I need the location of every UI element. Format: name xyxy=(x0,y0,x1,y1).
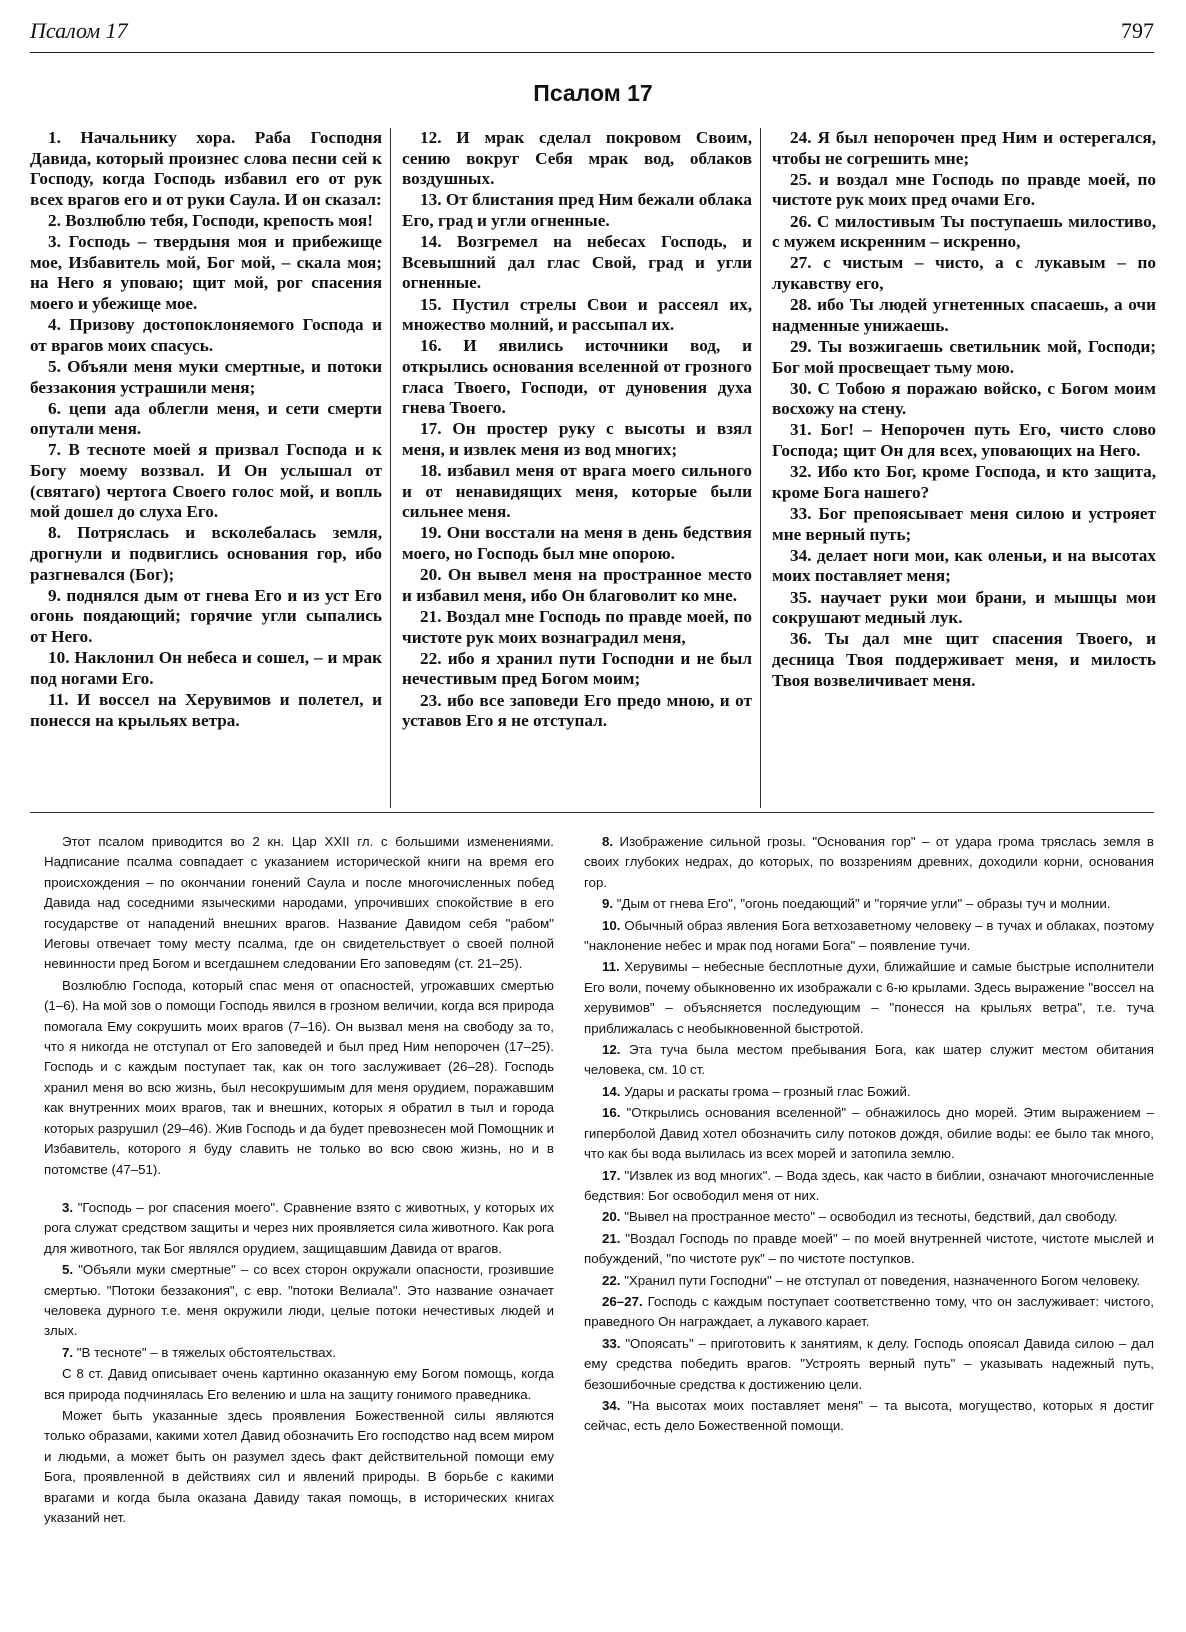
verse: 24. Я был непорочен пред Ним и остерегался, чтобы не согрешить мне; xyxy=(772,128,1156,168)
commentary-paragraph xyxy=(44,1260,554,1342)
verse: 20. Он вывел меня на пространное место и избавил меня, ибо Он благоволит ко мне. xyxy=(402,565,752,605)
note-text: "Объяли муки смертные" – со всех сторон окружали опасности, грозившие смертью. "Потоки беззакония", с евр. "потоки Велиала". Это название означает человека дурного т.е. меня окружили люди, целые потоки нечестивых людей и злых. xyxy=(44,1262,554,1339)
verse: 36. Ты дал мне щит спасения Твоего, и десница Твоя поддерживает меня, и милость Твоя возвеличивает меня. xyxy=(772,629,1156,690)
verse: 7. В тесноте моей я призвал Господа и к Богу моему воззвал. И Он услышал от (святаго) чертога Своего голос мой, и вопль мой дошел до слуха Его. xyxy=(30,440,382,522)
note-text: Возлюблю Господа, который спас меня от опасностей, угрожавших смертью (1–6). На мой зов о помощи Господь явился в грозном величии, когда вся природа помогала Ему сокрушить моих врагов (7–16). Он вызвал меня на свободу за то, что я никогда не отступал от Его заповедей и был пред Ним непорочен (17–25). Господь и с каждым поступает так, как он того заслуживает (26–28). Господь хранил меня во всю жизнь, был несокрушимым для меня орудием, поражавшим как внутренних моих врагов, так и внешних, которых я обратил в тыл и города которых разрушил (29–46). Жив Господь и да будет превознесен мой Помощник и Избавитель, которого я буду славить не только во всю свою жизнь, но и в потомстве (47–51). xyxy=(44,977,554,1177)
note-text: "Дым от гнева Его", "огонь поедающий" и "горячие угли" – образы туч и молнии. xyxy=(616,896,1111,912)
note-number: 11. xyxy=(602,959,620,975)
verse-column-2 xyxy=(402,128,752,732)
verse: 33. Бог препоясывает меня силою и устрояет мне верный путь; xyxy=(772,504,1156,544)
verse-column-1 xyxy=(30,128,382,732)
verse: 4. Призову достопоклоняемого Господа и от врагов моих спасусь. xyxy=(30,315,382,355)
verse: 10. Наклонил Он небеса и сошел, – и мрак под ногами Его. xyxy=(30,648,382,688)
verse: 31. Бог! – Непорочен путь Его, чисто слово Господа; щит Он для всех, уповающих на Него. xyxy=(772,420,1156,461)
verse: 29. Ты возжигаешь светильник мой, Господи; Бог мой просвещает тьму мою. xyxy=(772,336,1156,377)
column-divider xyxy=(760,128,761,808)
verse-column-3 xyxy=(772,128,1156,692)
note-number: 26–27. xyxy=(602,1293,643,1309)
verse: 16. И явились источники вод, и открылись основания вселенной от грозного гласа Твоего, Господи, от дуновения духа гнева Твоего. xyxy=(402,336,752,418)
commentary-column-left xyxy=(44,832,554,1529)
commentary-paragraph xyxy=(584,894,1154,914)
commentary-paragraph xyxy=(44,1406,554,1528)
verse: 6. цепи ада облегли меня, и сети смерти опутали меня. xyxy=(30,398,382,439)
commentary-paragraph xyxy=(584,1396,1154,1437)
verse: 32. Ибо кто Бог, кроме Господа, и кто защита, кроме Бога нашего? xyxy=(772,462,1156,502)
note-number: 22. xyxy=(602,1272,621,1288)
note-text: "Воздал Господь по правде моей" – по моей внутренней чистоте, чистоте мыслей и побуждений, "по чистоте рук" – по чистоте поступков. xyxy=(584,1230,1154,1267)
verse: 26. С милостивым Ты поступаешь милостиво, с мужем искренним – искренно, xyxy=(772,211,1156,252)
page-header xyxy=(30,18,1154,53)
section-divider xyxy=(30,812,1154,813)
page-number: 797 xyxy=(1121,18,1154,43)
note-number: 14. xyxy=(602,1083,621,1099)
commentary-paragraph xyxy=(584,916,1154,957)
note-text: Изображение сильной грозы. "Основания гор" – от удара грома тряслась земля в своих глубоких недрах, до которых, по воззрениям древних, доходили корни, основания гор. xyxy=(584,834,1154,890)
note-number: 12. xyxy=(602,1042,621,1058)
commentary-paragraph xyxy=(584,1166,1154,1207)
psalm-title: Псалом 17 xyxy=(533,80,653,106)
note-text: "Извлек из вод многих". – Вода здесь, как часто в библии, означают многочисленные бедствия: Бог освободил меня от них. xyxy=(584,1167,1154,1203)
verse: 13. От блистания пред Ним бежали облака Его, град и угли огненные. xyxy=(402,190,752,230)
note-number: 33. xyxy=(602,1335,621,1351)
commentary-paragraph xyxy=(44,1343,554,1363)
verse: 19. Они восстали на меня в день бедствия моего, но Господь был мне опорою. xyxy=(402,523,752,564)
verse: 1. Начальнику хора. Раба Господня Давида, который произнес слова песни сей к Господу, когда Господь избавил его от рук всех врагов его и от руки Саула. И он сказал: xyxy=(30,128,382,209)
note-text: "Хранил пути Господни" – не отступал от поведения, назначенного Богом человеку. xyxy=(624,1272,1141,1288)
verse: 11. И воссел на Херувимов и полетел, и понесся на крыльях ветра. xyxy=(30,689,382,730)
note-number: 5. xyxy=(62,1262,74,1278)
note-text: "Вывел на пространное место" – освободил из тесноты, бедствий, дал свободу. xyxy=(624,1209,1118,1225)
note-number: 17. xyxy=(602,1167,621,1183)
verse: 18. избавил меня от врага моего сильного и от ненавидящих меня, которые были сильнее меня. xyxy=(402,461,752,522)
verse: 21. Воздал мне Господь по правде моей, по чистоте рук моих вознаградил меня, xyxy=(402,607,752,647)
note-number: 9. xyxy=(602,896,614,912)
verse: 23. ибо все заповеди Его предо мною, и от уставов Его я не отступал. xyxy=(402,690,752,731)
commentary-paragraph xyxy=(584,957,1154,1039)
commentary-paragraph xyxy=(44,976,554,1180)
verse: 9. поднялся дым от гнева Его и из уст Его огонь поядающий; горячие угли сыпались от Него. xyxy=(30,585,382,646)
verse: 28. ибо Ты людей угнетенных спасаешь, а очи надменные унижаешь. xyxy=(772,295,1156,335)
note-text: Этот псалом приводится во 2 кн. Цар XXII гл. с большими изменениями. Надписание псалма совпадает с указанием исторической книги на время его происхождения – по окончании гонений Саула и после многочисленных побед Давида над соседними языческими народами, упрочивших спокойствие в его государстве от нападений внешних врагов. Название Давидом себя "рабом" Иеговы отвечает тому месту псалма, где он свидетельствует о своей полной невинности пред Богом и всегдашнем следовании Его заповедям (ст. 21–25). xyxy=(44,834,554,972)
verse: 3. Господь – твердыня моя и прибежище мое, Избавитель мой, Бог мой, – скала моя; на Него я уповаю; щит мой, рог спасения моего и убежище мое. xyxy=(30,232,382,313)
note-number: 21. xyxy=(602,1230,621,1246)
psalm-verses xyxy=(30,128,1156,820)
note-text: Может быть указанные здесь проявления Божественной силы являются только образами, какими хотел Давид обозначить Его господство над всем миром и людьми, а может быть он разумел здесь факт действительной помощи ему Бога, проявленной в действиях сил и явлений природы. В борьбе с какими врагами и когда была оказана Давиду такая помощь, в исторических книгах указаний нет. xyxy=(44,1407,554,1525)
verse: 30. С Тобою я поражаю войско, с Богом моим восхожу на стену. xyxy=(772,378,1156,419)
verse: 25. и воздал мне Господь по правде моей, по чистоте рук моих пред очами Его. xyxy=(772,169,1156,210)
commentary-paragraph xyxy=(584,1229,1154,1270)
verse: 8. Потряслась и всколебалась земля, дрогнули и подвиглись основания гор, ибо разгневался (Бог); xyxy=(30,523,382,584)
note-number: 16. xyxy=(602,1105,621,1121)
commentary-paragraph xyxy=(44,1364,554,1405)
note-text: "На высотах моих поставляет меня" – та высота, могущество, которых я достиг сейчас, есть дело Божественной помощи. xyxy=(584,1397,1154,1434)
note-text: Обычный образ явления Бога ветхозаветному человеку – в тучах и облаках, поэтому "наклонение небес и мрак под ногами Бога" – появление тучи. xyxy=(584,917,1155,954)
note-number: 34. xyxy=(602,1397,621,1413)
note-number: 7. xyxy=(62,1344,74,1360)
note-number: 3. xyxy=(62,1199,74,1215)
verse: 12. И мрак сделал покровом Своим, сению вокруг Себя мрак вод, облаков воздушных. xyxy=(402,128,752,189)
column-divider xyxy=(390,128,391,808)
verse: 15. Пустил стрелы Свои и рассеял их, множество молний, и рассыпал их. xyxy=(402,294,752,335)
note-number: 20. xyxy=(602,1209,621,1225)
note-text: С 8 ст. Давид описывает очень картинно оказанную ему Богом помощь, когда вся природа подчинялась Его велению и шла на защиту гонимого праведника. xyxy=(44,1366,554,1402)
note-text: "В тесноте" – в тяжелых обстоятельствах. xyxy=(76,1344,336,1360)
commentary-paragraph xyxy=(44,1198,554,1259)
verse: 14. Возгремел на небесах Господь, и Всевышний дал глас Свой, град и угли огненные. xyxy=(402,232,752,293)
commentary-paragraph xyxy=(584,1040,1154,1081)
commentary-paragraph xyxy=(584,1271,1154,1291)
note-number: 10. xyxy=(602,917,621,933)
commentary-paragraph xyxy=(584,1292,1154,1333)
note-text: "Открылись основания вселенной" – обнажилось дно морей. Этим выражением – гиперболой Давид хотел обозначить силу потоков дождя, обилие воды: ее было так много, что как бы вода вылилась из всех морей и затопила землю. xyxy=(584,1105,1154,1162)
verse: 27. с чистым – чисто, а с лукавым – по лукавству его, xyxy=(772,253,1156,293)
commentary-column-right xyxy=(584,832,1154,1438)
commentary-paragraph xyxy=(584,1082,1154,1102)
commentary-paragraph xyxy=(584,1207,1154,1227)
note-number: 8. xyxy=(602,834,614,849)
commentary-paragraph xyxy=(44,832,554,975)
commentary-paragraph xyxy=(584,1334,1154,1395)
note-text: Эта туча была местом пребывания Бога, как шатер служит местом обитания человека, см. 10 ст. xyxy=(584,1042,1154,1078)
note-text: Херувимы – небесные бесплотные духи, ближайшие и самые быстрые исполнители Его воли, почему обыкновенно их изображали с 6-ю крылами. Здесь выражение "воссел на херувимов" – объясняется последующим – "понесся на крыльях ветра", т.е. туча приближалась с необыкновенной быстротой. xyxy=(584,959,1154,1036)
note-text: "Господь – рог спасения моего". Сравнение взято с животных, у которых их рога служат средством защиты и через них проявляется сила животного. Как рога для животного, так Бог являлся орудием, защищавшим Давида от врагов. xyxy=(44,1199,554,1256)
running-title: Псалом 17 xyxy=(30,18,128,43)
commentary-paragraph xyxy=(584,832,1154,893)
note-text: "Опоясать" – приготовить к занятиям, к делу. Господь опоясал Давида силою – дал ему средства победить врагов. "Устроять верный путь" – указывать надежный путь, безошибочные средства к достижению цели. xyxy=(584,1335,1154,1392)
note-text: Господь с каждым поступает соответственно тому, что он заслуживает: чистого, праведного Он награждает, а лукавого карает. xyxy=(584,1293,1154,1330)
verse: 5. Объяли меня муки смертные, и потоки беззакония устрашили меня; xyxy=(30,356,382,397)
verse: 2. Возлюблю тебя, Господи, крепость моя! xyxy=(48,210,373,230)
commentary xyxy=(44,832,1154,1612)
commentary-paragraph xyxy=(584,1103,1154,1164)
verse: 22. ибо я хранил пути Господни и не был нечестивым пред Богом моим; xyxy=(402,648,752,689)
verse: 17. Он простер руку с высоты и взял меня, и извлек меня из вод многих; xyxy=(402,419,752,459)
verse: 34. делает ноги мои, как оленьи, и на высотах моих поставляет меня; xyxy=(772,545,1156,586)
note-text: Удары и раскаты грома – грозный глас Божий. xyxy=(624,1083,911,1099)
verse: 35. научает руки мои брани, и мышцы мои сокрушают медный лук. xyxy=(772,587,1156,628)
